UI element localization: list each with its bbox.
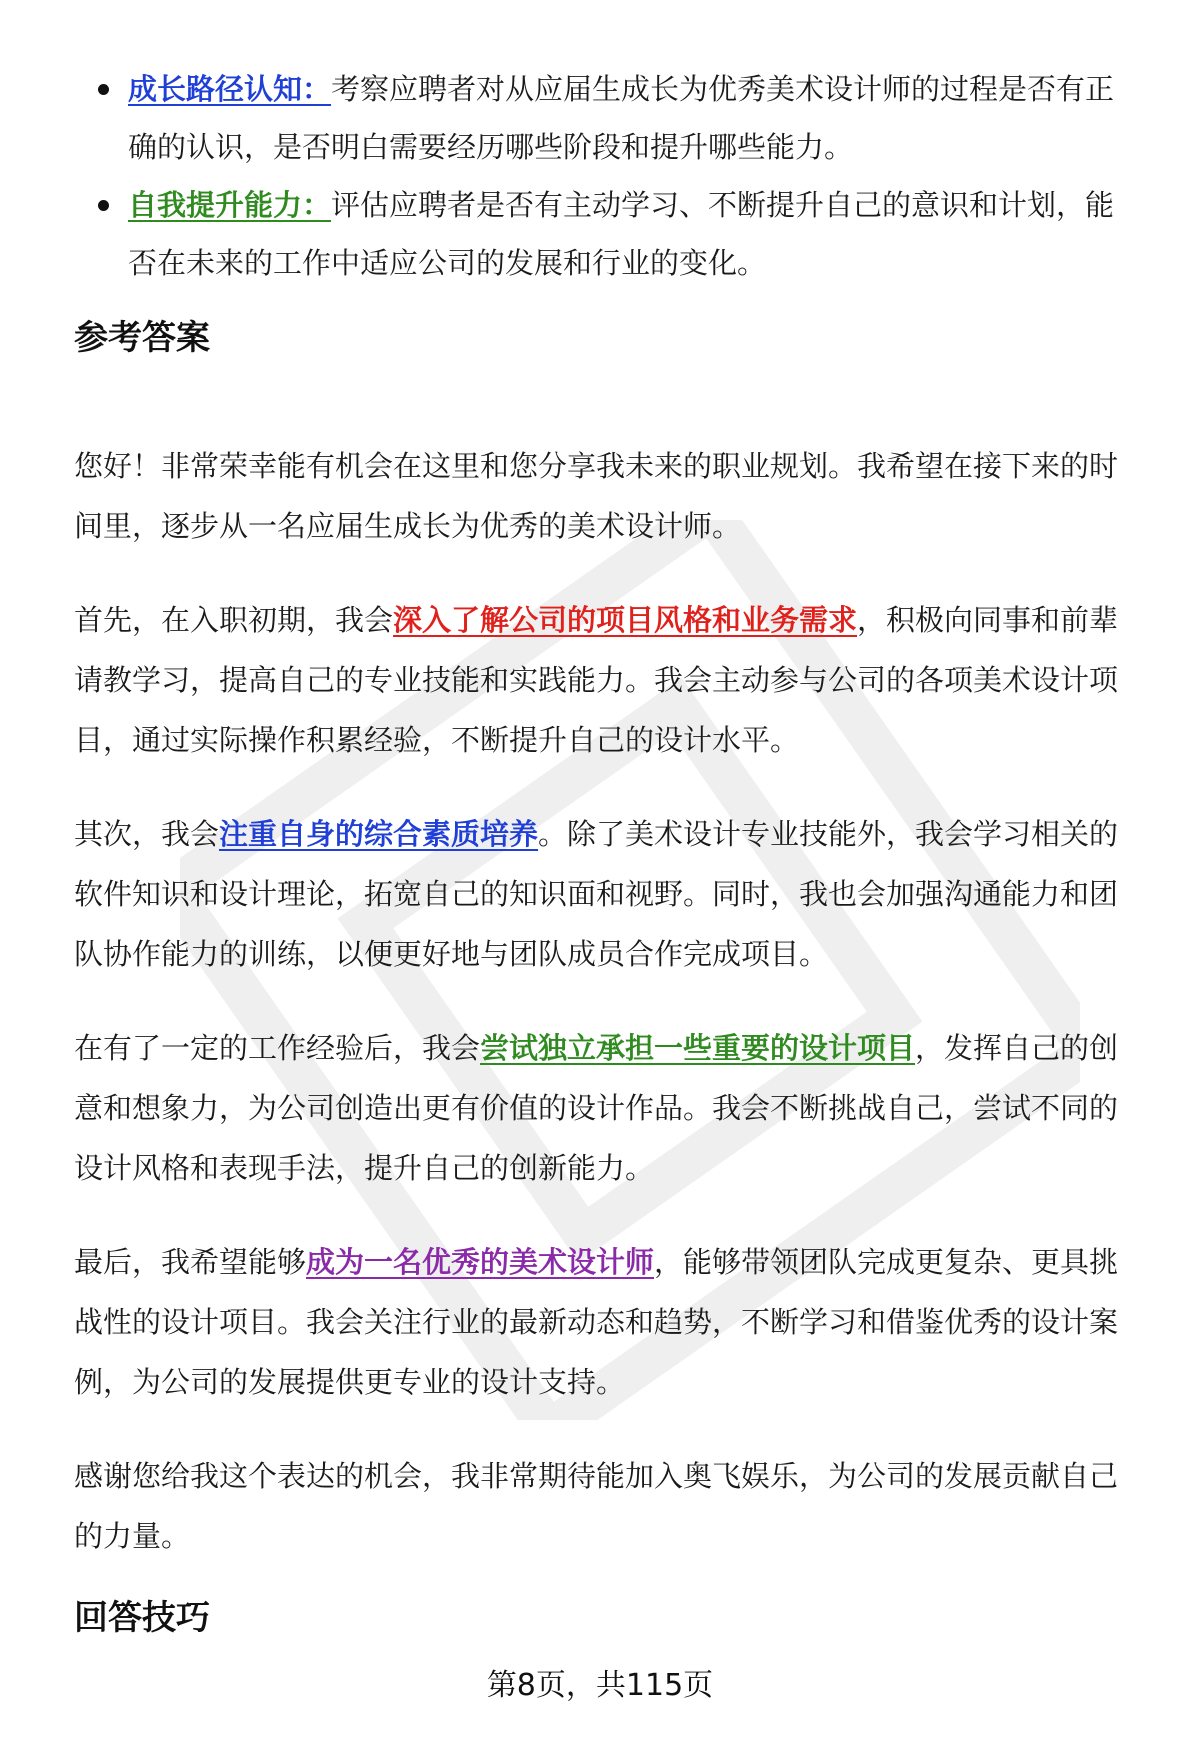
answer-paragraph: 感谢您给我这个表达的机会，我非常期待能加入奥飞娱乐，为公司的发展贡献自己的力量。	[74, 1459, 1119, 1553]
bullet-growth-path	[96, 60, 1136, 176]
bullet-dot-icon	[98, 84, 109, 95]
answer-heading: 参考答案	[74, 318, 210, 358]
paragraph-text: 最后，我希望能够	[74, 1245, 307, 1279]
highlight-phrase: 深入了解公司的项目风格和业务需求	[393, 603, 858, 637]
answer-body	[74, 436, 1144, 1600]
paragraph-text: ，发挥自己的创意和想象力，为公司创造出更有价值的设计作品。我会不断挑战自己，尝试不同的设计风格和表现手法，提升自己的创新能力。	[74, 1031, 1119, 1185]
paragraph-text: 在有了一定的工作经验后，我会	[74, 1031, 481, 1065]
tips-heading: 回答技巧	[74, 1598, 210, 1638]
highlight-phrase: 成为一名优秀的美术设计师	[306, 1245, 655, 1279]
paragraph-text: ，能够带领团队完成更复杂、更具挑战性的设计项目。我会关注行业的最新动态和趋势，不断学习和借鉴优秀的设计案例，为公司的发展提供更专业的设计支持。	[74, 1245, 1119, 1399]
evaluation-bullet-list	[96, 60, 1136, 292]
highlight-phrase: 尝试独立承担一些重要的设计项目	[480, 1031, 916, 1065]
page-number: 第8页，共115页	[486, 1668, 714, 1703]
bullet-dot-icon	[98, 200, 109, 211]
answer-paragraph	[74, 1018, 1144, 1198]
paragraph-text: 其次，我会	[74, 817, 220, 851]
bullet-label: 自我提升能力：	[128, 188, 332, 222]
bullet-text: 考察应聘者对从应届生成长为优秀美术设计师的过程是否有正确的认识，是否明白需要经历哪些阶段和提升哪些能力。	[128, 72, 1115, 164]
paragraph-text: 首先，在入职初期，我会	[74, 603, 394, 637]
bullet-text: 评估应聘者是否有主动学习、不断提升自己的意识和计划，能否在未来的工作中适应公司的发展和行业的变化。	[128, 188, 1115, 280]
answer-paragraph: 您好！非常荣幸能有机会在这里和您分享我未来的职业规划。我希望在接下来的时间里，逐步从一名应届生成长为优秀的美术设计师。	[74, 449, 1119, 543]
answer-paragraph	[74, 590, 1144, 770]
answer-paragraph	[74, 1232, 1144, 1412]
paragraph-text: 。除了美术设计专业技能外，我会学习相关的软件知识和设计理论，拓宽自己的知识面和视野。同时，我也会加强沟通能力和团队协作能力的训练，以便更好地与团队成员合作完成项目。	[74, 817, 1119, 971]
bullet-label: 成长路径认知：	[128, 72, 332, 106]
bullet-self-improvement	[96, 176, 1136, 292]
answer-paragraph	[74, 804, 1144, 984]
paragraph-text: ，积极向同事和前辈请教学习，提高自己的专业技能和实践能力。我会主动参与公司的各项美术设计项目，通过实际操作积累经验，不断提升自己的设计水平。	[74, 603, 1119, 757]
highlight-phrase: 注重自身的综合素质培养	[219, 817, 539, 851]
